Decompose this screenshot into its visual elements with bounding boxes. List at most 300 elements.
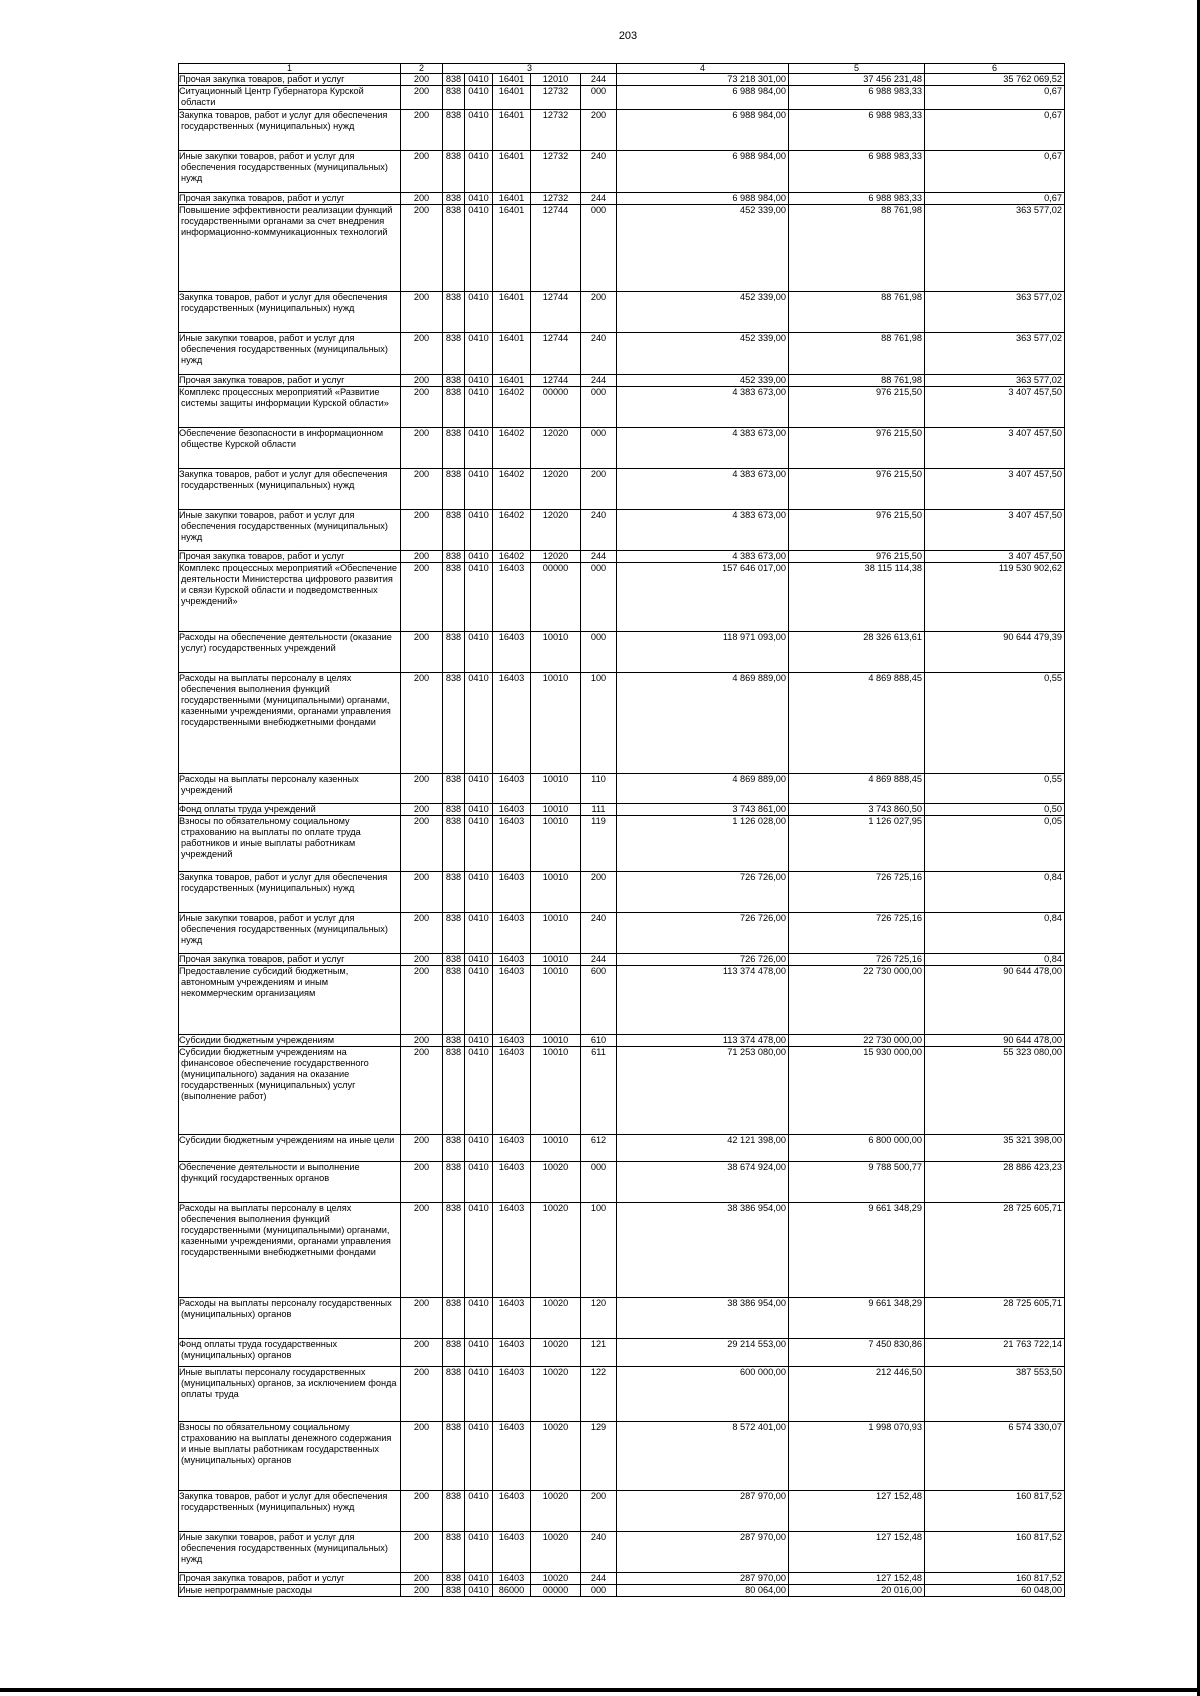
row-code-section-cell: 0410 — [465, 913, 493, 954]
row-value-5-cell: 7 450 830,86 — [789, 1339, 925, 1367]
row-value-5-cell: 6 800 000,00 — [789, 1135, 925, 1162]
row-name-cell: Иные закупки товаров, работ и услуг для обеспечения государственных (муниципальных) нужд — [179, 1532, 401, 1573]
row-name-cell: Субсидии бюджетным учреждениям на иные цели — [179, 1135, 401, 1162]
row-code-program-cell: 16403 — [493, 816, 531, 872]
row-value-5-cell: 976 215,50 — [789, 428, 925, 469]
row-value-4-cell: 6 988 984,00 — [617, 151, 789, 193]
row-code-type-cell: 111 — [581, 804, 617, 816]
row-value-6-cell: 363 577,02 — [925, 375, 1065, 387]
row-code-program-cell: 16402 — [493, 387, 531, 428]
row-code-chapter-cell: 838 — [443, 86, 465, 110]
row-code-section-cell: 0410 — [465, 1135, 493, 1162]
table-row — [179, 673, 1065, 774]
row-code-type-cell: 120 — [581, 1298, 617, 1339]
row-name-cell: Прочая закупка товаров, работ и услуг — [179, 375, 401, 387]
row-code-chapter-cell: 838 — [443, 469, 465, 510]
row-code-program-cell: 16403 — [493, 913, 531, 954]
row-code-direction-cell: 10010 — [531, 632, 581, 673]
row-value-6-cell: 90 644 479,39 — [925, 632, 1065, 673]
row-name-cell: Ситуационный Центр Губернатора Курской области — [179, 86, 401, 110]
row-value-5-cell: 4 869 888,45 — [789, 673, 925, 774]
row-code-chapter-cell: 838 — [443, 151, 465, 193]
table-row — [179, 913, 1065, 954]
row-code-chapter-cell: 838 — [443, 966, 465, 1035]
row-value-4-cell: 6 988 984,00 — [617, 86, 789, 110]
row-code-direction-cell: 10010 — [531, 872, 581, 913]
row-code-direction-cell: 10020 — [531, 1573, 581, 1585]
row-code-type-cell: 200 — [581, 872, 617, 913]
row-name-cell: Закупка товаров, работ и услуг для обеспечения государственных (муниципальных) нужд — [179, 872, 401, 913]
row-value-6-cell: 3 407 457,50 — [925, 387, 1065, 428]
row-code-direction-cell: 12732 — [531, 193, 581, 205]
row-value-6-cell: 363 577,02 — [925, 333, 1065, 375]
table-row — [179, 1532, 1065, 1573]
row-name-cell: Обеспечение безопасности в информационном обществе Курской области — [179, 428, 401, 469]
row-value-4-cell: 287 970,00 — [617, 1532, 789, 1573]
row-code-direction-cell: 10010 — [531, 816, 581, 872]
row-name-cell: Взносы по обязательному социальному страхованию на выплаты по оплате труда работников и иные выплаты работникам учреждений — [179, 816, 401, 872]
row-code-section-cell: 0410 — [465, 1532, 493, 1573]
row-code-type-cell: 244 — [581, 193, 617, 205]
table-row — [179, 205, 1065, 292]
row-code-type-cell: 119 — [581, 816, 617, 872]
table-body — [179, 74, 1065, 1597]
budget-table-container — [178, 63, 1063, 1597]
row-value-6-cell: 0,67 — [925, 86, 1065, 110]
table-row — [179, 193, 1065, 205]
row-value-5-cell: 4 869 888,45 — [789, 774, 925, 804]
row-code-chapter-cell: 838 — [443, 74, 465, 86]
row-value-4-cell: 452 339,00 — [617, 375, 789, 387]
row-value-4-cell: 118 971 093,00 — [617, 632, 789, 673]
row-code-direction-cell: 12020 — [531, 428, 581, 469]
row-code-type-cell: 200 — [581, 469, 617, 510]
table-row — [179, 86, 1065, 110]
row-code-direction-cell: 10010 — [531, 913, 581, 954]
row-name-cell: Комплекс процессных мероприятий «Обеспечение деятельности Министерства цифрового развития и связи Курской области и подведомственных учреждений» — [179, 563, 401, 632]
row-code-type-cell: 610 — [581, 1035, 617, 1047]
row-code-chapter-cell: 838 — [443, 193, 465, 205]
table-row — [179, 1035, 1065, 1047]
row-code-2-cell: 200 — [401, 1585, 443, 1597]
row-value-4-cell: 8 572 401,00 — [617, 1422, 789, 1491]
row-code-program-cell: 16403 — [493, 872, 531, 913]
row-code-section-cell: 0410 — [465, 1491, 493, 1532]
table-row — [179, 1491, 1065, 1532]
row-name-cell: Иные закупки товаров, работ и услуг для обеспечения государственных (муниципальных) нужд — [179, 151, 401, 193]
row-code-program-cell: 16403 — [493, 673, 531, 774]
scan-border-bottom — [0, 1688, 1200, 1692]
row-code-program-cell: 16401 — [493, 205, 531, 292]
row-code-program-cell: 16403 — [493, 774, 531, 804]
table-row — [179, 375, 1065, 387]
table-row — [179, 966, 1065, 1035]
row-name-cell: Взносы по обязательному социальному страхованию на выплаты денежного содержания и иные выплаты работникам государственных (муниципальных) органов — [179, 1422, 401, 1491]
row-code-chapter-cell: 838 — [443, 1422, 465, 1491]
row-code-section-cell: 0410 — [465, 1047, 493, 1135]
header-col-6: 6 — [925, 64, 1065, 74]
row-value-6-cell: 0,84 — [925, 872, 1065, 913]
row-name-cell: Закупка товаров, работ и услуг для обеспечения государственных (муниципальных) нужд — [179, 1491, 401, 1532]
row-value-5-cell: 976 215,50 — [789, 510, 925, 551]
row-code-direction-cell: 10010 — [531, 673, 581, 774]
table-row — [179, 1203, 1065, 1298]
row-code-chapter-cell: 838 — [443, 110, 465, 151]
row-code-program-cell: 16403 — [493, 1047, 531, 1135]
row-value-5-cell: 212 446,50 — [789, 1367, 925, 1422]
row-code-section-cell: 0410 — [465, 673, 493, 774]
row-code-program-cell: 16403 — [493, 1532, 531, 1573]
row-code-chapter-cell: 838 — [443, 804, 465, 816]
row-code-program-cell: 16403 — [493, 1491, 531, 1532]
row-code-2-cell: 200 — [401, 1298, 443, 1339]
row-value-6-cell: 28 886 423,23 — [925, 1162, 1065, 1203]
row-value-6-cell: 387 553,50 — [925, 1367, 1065, 1422]
row-value-5-cell: 9 788 500,77 — [789, 1162, 925, 1203]
row-code-direction-cell: 00000 — [531, 1585, 581, 1597]
row-name-cell: Повышение эффективности реализации функций государственными органами за счет внедрения информационно-коммуникационных технологий — [179, 205, 401, 292]
budget-table — [178, 63, 1065, 1597]
row-code-section-cell: 0410 — [465, 551, 493, 563]
row-code-type-cell: 000 — [581, 1585, 617, 1597]
row-code-type-cell: 244 — [581, 551, 617, 563]
row-value-5-cell: 22 730 000,00 — [789, 1035, 925, 1047]
row-name-cell: Комплекс процессных мероприятий «Развитие системы защиты информации Курской области» — [179, 387, 401, 428]
row-code-2-cell: 200 — [401, 1047, 443, 1135]
row-code-chapter-cell: 838 — [443, 1035, 465, 1047]
row-code-program-cell: 16402 — [493, 510, 531, 551]
row-value-6-cell: 60 048,00 — [925, 1585, 1065, 1597]
row-name-cell: Расходы на обеспечение деятельности (оказание услуг) государственных учреждений — [179, 632, 401, 673]
row-name-cell: Фонд оплаты труда государственных (муниципальных) органов — [179, 1339, 401, 1367]
row-code-direction-cell: 00000 — [531, 563, 581, 632]
row-value-5-cell: 976 215,50 — [789, 469, 925, 510]
row-code-section-cell: 0410 — [465, 110, 493, 151]
row-value-6-cell: 119 530 902,62 — [925, 563, 1065, 632]
row-code-chapter-cell: 838 — [443, 1203, 465, 1298]
row-name-cell: Расходы на выплаты персоналу казенных учреждений — [179, 774, 401, 804]
row-code-program-cell: 16403 — [493, 1339, 531, 1367]
row-code-program-cell: 16403 — [493, 1135, 531, 1162]
row-code-program-cell: 16401 — [493, 193, 531, 205]
row-name-cell: Иные закупки товаров, работ и услуг для обеспечения государственных (муниципальных) нужд — [179, 333, 401, 375]
row-code-section-cell: 0410 — [465, 1339, 493, 1367]
row-value-6-cell: 0,84 — [925, 913, 1065, 954]
row-code-type-cell: 240 — [581, 333, 617, 375]
row-value-4-cell: 452 339,00 — [617, 292, 789, 333]
row-code-direction-cell: 12020 — [531, 469, 581, 510]
row-value-4-cell: 4 383 673,00 — [617, 428, 789, 469]
table-row — [179, 872, 1065, 913]
row-code-type-cell: 240 — [581, 510, 617, 551]
row-value-6-cell: 0,67 — [925, 193, 1065, 205]
row-code-program-cell: 16401 — [493, 74, 531, 86]
row-value-5-cell: 6 988 983,33 — [789, 110, 925, 151]
row-code-chapter-cell: 838 — [443, 1298, 465, 1339]
row-code-2-cell: 200 — [401, 375, 443, 387]
row-value-6-cell: 28 725 605,71 — [925, 1203, 1065, 1298]
row-code-direction-cell: 12744 — [531, 205, 581, 292]
row-code-chapter-cell: 838 — [443, 1047, 465, 1135]
row-value-6-cell: 3 407 457,50 — [925, 469, 1065, 510]
table-row — [179, 632, 1065, 673]
row-code-direction-cell: 10010 — [531, 1035, 581, 1047]
row-code-program-cell: 16403 — [493, 1422, 531, 1491]
row-code-program-cell: 16401 — [493, 292, 531, 333]
row-code-chapter-cell: 838 — [443, 1135, 465, 1162]
row-code-2-cell: 200 — [401, 86, 443, 110]
row-value-5-cell: 6 988 983,33 — [789, 193, 925, 205]
row-code-program-cell: 16401 — [493, 110, 531, 151]
row-value-6-cell: 21 763 722,14 — [925, 1339, 1065, 1367]
row-value-5-cell: 15 930 000,00 — [789, 1047, 925, 1135]
row-code-section-cell: 0410 — [465, 872, 493, 913]
row-code-direction-cell: 00000 — [531, 387, 581, 428]
page-number: 203 — [618, 30, 638, 42]
row-code-type-cell: 612 — [581, 1135, 617, 1162]
row-value-6-cell: 0,50 — [925, 804, 1065, 816]
table-row — [179, 387, 1065, 428]
row-value-5-cell: 88 761,98 — [789, 375, 925, 387]
row-value-4-cell: 6 988 984,00 — [617, 110, 789, 151]
header-col-2: 2 — [401, 64, 443, 74]
row-code-direction-cell: 12744 — [531, 375, 581, 387]
table-row — [179, 563, 1065, 632]
row-value-6-cell: 3 407 457,50 — [925, 428, 1065, 469]
row-value-6-cell: 6 574 330,07 — [925, 1422, 1065, 1491]
table-row — [179, 469, 1065, 510]
row-value-4-cell: 4 383 673,00 — [617, 551, 789, 563]
row-code-2-cell: 200 — [401, 774, 443, 804]
table-row — [179, 816, 1065, 872]
row-code-type-cell: 100 — [581, 1203, 617, 1298]
row-code-program-cell: 16401 — [493, 375, 531, 387]
row-value-4-cell: 38 674 924,00 — [617, 1162, 789, 1203]
row-code-type-cell: 129 — [581, 1422, 617, 1491]
row-value-5-cell: 88 761,98 — [789, 292, 925, 333]
table-row — [179, 1585, 1065, 1597]
row-code-2-cell: 200 — [401, 872, 443, 913]
row-code-program-cell: 16403 — [493, 954, 531, 966]
row-name-cell: Расходы на выплаты персоналу в целях обеспечения выполнения функций государственными (муниципальными) органами, казенными учреждениями, органами управления государственными внебюджетными фондами — [179, 673, 401, 774]
row-code-2-cell: 200 — [401, 632, 443, 673]
row-code-chapter-cell: 838 — [443, 1573, 465, 1585]
row-name-cell: Предоставление субсидий бюджетным, автономным учреждениям и иным некоммерческим организациям — [179, 966, 401, 1035]
row-value-6-cell: 160 817,52 — [925, 1573, 1065, 1585]
row-code-direction-cell: 12732 — [531, 151, 581, 193]
row-value-6-cell: 90 644 478,00 — [925, 1035, 1065, 1047]
row-value-5-cell: 127 152,48 — [789, 1491, 925, 1532]
row-code-type-cell: 240 — [581, 1532, 617, 1573]
row-value-4-cell: 726 726,00 — [617, 913, 789, 954]
row-code-type-cell: 000 — [581, 428, 617, 469]
row-code-chapter-cell: 838 — [443, 816, 465, 872]
row-value-4-cell: 71 253 080,00 — [617, 1047, 789, 1135]
row-value-5-cell: 127 152,48 — [789, 1573, 925, 1585]
table-row — [179, 1298, 1065, 1339]
row-value-5-cell: 38 115 114,38 — [789, 563, 925, 632]
row-code-2-cell: 200 — [401, 1203, 443, 1298]
row-value-6-cell: 55 323 080,00 — [925, 1047, 1065, 1135]
row-code-type-cell: 244 — [581, 74, 617, 86]
row-value-6-cell: 28 725 605,71 — [925, 1298, 1065, 1339]
row-code-2-cell: 200 — [401, 428, 443, 469]
row-code-direction-cell: 10020 — [531, 1203, 581, 1298]
row-name-cell: Иные выплаты персоналу государственных (муниципальных) органов, за исключением фонда оплаты труда — [179, 1367, 401, 1422]
row-code-program-cell: 16403 — [493, 1162, 531, 1203]
row-value-6-cell: 3 407 457,50 — [925, 510, 1065, 551]
row-value-5-cell: 726 725,16 — [789, 954, 925, 966]
row-code-direction-cell: 12020 — [531, 551, 581, 563]
row-code-program-cell: 16403 — [493, 1367, 531, 1422]
row-value-4-cell: 287 970,00 — [617, 1573, 789, 1585]
row-value-4-cell: 452 339,00 — [617, 205, 789, 292]
row-code-program-cell: 16401 — [493, 86, 531, 110]
row-code-section-cell: 0410 — [465, 469, 493, 510]
row-value-6-cell: 35 762 069,52 — [925, 74, 1065, 86]
row-code-direction-cell: 12732 — [531, 110, 581, 151]
row-value-6-cell: 363 577,02 — [925, 205, 1065, 292]
row-value-6-cell: 0,05 — [925, 816, 1065, 872]
row-code-direction-cell: 10020 — [531, 1532, 581, 1573]
row-code-type-cell: 244 — [581, 954, 617, 966]
row-code-2-cell: 200 — [401, 1135, 443, 1162]
row-code-direction-cell: 10010 — [531, 804, 581, 816]
row-value-4-cell: 726 726,00 — [617, 954, 789, 966]
row-value-5-cell: 28 326 613,61 — [789, 632, 925, 673]
row-value-4-cell: 6 988 984,00 — [617, 193, 789, 205]
row-value-4-cell: 4 869 889,00 — [617, 774, 789, 804]
row-name-cell: Иные закупки товаров, работ и услуг для обеспечения государственных (муниципальных) нужд — [179, 913, 401, 954]
row-code-section-cell: 0410 — [465, 510, 493, 551]
row-code-type-cell: 244 — [581, 1573, 617, 1585]
row-code-2-cell: 200 — [401, 673, 443, 774]
row-code-direction-cell: 12732 — [531, 86, 581, 110]
row-value-5-cell: 20 016,00 — [789, 1585, 925, 1597]
row-code-chapter-cell: 838 — [443, 954, 465, 966]
row-code-chapter-cell: 838 — [443, 872, 465, 913]
row-name-cell: Прочая закупка товаров, работ и услуг — [179, 74, 401, 86]
row-value-6-cell: 35 321 398,00 — [925, 1135, 1065, 1162]
table-row — [179, 292, 1065, 333]
header-row — [179, 64, 1065, 74]
row-code-type-cell: 100 — [581, 673, 617, 774]
row-name-cell: Фонд оплаты труда учреждений — [179, 804, 401, 816]
row-code-chapter-cell: 838 — [443, 1532, 465, 1573]
row-code-type-cell: 000 — [581, 387, 617, 428]
row-code-type-cell: 122 — [581, 1367, 617, 1422]
row-code-section-cell: 0410 — [465, 1203, 493, 1298]
row-code-2-cell: 200 — [401, 816, 443, 872]
table-row — [179, 1135, 1065, 1162]
row-name-cell: Обеспечение деятельности и выполнение функций государственных органов — [179, 1162, 401, 1203]
row-code-type-cell: 000 — [581, 86, 617, 110]
row-value-5-cell: 6 988 983,33 — [789, 151, 925, 193]
table-row — [179, 428, 1065, 469]
row-code-2-cell: 200 — [401, 551, 443, 563]
row-code-section-cell: 0410 — [465, 1422, 493, 1491]
row-code-2-cell: 200 — [401, 205, 443, 292]
row-code-type-cell: 000 — [581, 632, 617, 673]
row-code-direction-cell: 10020 — [531, 1162, 581, 1203]
row-code-direction-cell: 12020 — [531, 510, 581, 551]
row-name-cell: Расходы на выплаты персоналу в целях обеспечения выполнения функций государственными (муниципальными) органами, казенными учреждениями, органами управления государственными внебюджетными фондами — [179, 1203, 401, 1298]
row-value-5-cell: 976 215,50 — [789, 551, 925, 563]
row-code-program-cell: 16403 — [493, 1298, 531, 1339]
row-code-section-cell: 0410 — [465, 387, 493, 428]
row-value-6-cell: 0,55 — [925, 673, 1065, 774]
row-value-4-cell: 80 064,00 — [617, 1585, 789, 1597]
row-code-2-cell: 200 — [401, 333, 443, 375]
row-code-section-cell: 0410 — [465, 375, 493, 387]
row-code-chapter-cell: 838 — [443, 913, 465, 954]
row-code-type-cell: 611 — [581, 1047, 617, 1135]
table-row — [179, 151, 1065, 193]
header-col-5: 5 — [789, 64, 925, 74]
row-code-section-cell: 0410 — [465, 74, 493, 86]
row-code-direction-cell: 12744 — [531, 333, 581, 375]
row-code-direction-cell: 10010 — [531, 954, 581, 966]
row-code-type-cell: 244 — [581, 375, 617, 387]
row-code-section-cell: 0410 — [465, 804, 493, 816]
row-code-direction-cell: 10010 — [531, 966, 581, 1035]
row-code-chapter-cell: 838 — [443, 1162, 465, 1203]
row-code-section-cell: 0410 — [465, 954, 493, 966]
row-code-2-cell: 200 — [401, 193, 443, 205]
row-value-4-cell: 4 383 673,00 — [617, 469, 789, 510]
table-row — [179, 333, 1065, 375]
table-row — [179, 1047, 1065, 1135]
row-value-4-cell: 38 386 954,00 — [617, 1298, 789, 1339]
row-code-program-cell: 16401 — [493, 333, 531, 375]
row-code-section-cell: 0410 — [465, 1035, 493, 1047]
row-code-chapter-cell: 838 — [443, 1339, 465, 1367]
header-col-1: 1 — [179, 64, 401, 74]
row-code-section-cell: 0410 — [465, 966, 493, 1035]
row-value-4-cell: 113 374 478,00 — [617, 1035, 789, 1047]
row-code-type-cell: 200 — [581, 292, 617, 333]
row-code-2-cell: 200 — [401, 1491, 443, 1532]
row-value-5-cell: 9 661 348,29 — [789, 1298, 925, 1339]
row-code-direction-cell: 10010 — [531, 1135, 581, 1162]
row-name-cell: Закупка товаров, работ и услуг для обеспечения государственных (муниципальных) нужд — [179, 469, 401, 510]
row-code-chapter-cell: 838 — [443, 375, 465, 387]
row-code-section-cell: 0410 — [465, 292, 493, 333]
row-code-direction-cell: 12744 — [531, 292, 581, 333]
row-code-section-cell: 0410 — [465, 1162, 493, 1203]
row-value-6-cell: 0,67 — [925, 151, 1065, 193]
row-value-5-cell: 22 730 000,00 — [789, 966, 925, 1035]
row-name-cell: Прочая закупка товаров, работ и услуг — [179, 193, 401, 205]
row-value-6-cell: 3 407 457,50 — [925, 551, 1065, 563]
row-code-2-cell: 200 — [401, 1422, 443, 1491]
row-code-chapter-cell: 838 — [443, 205, 465, 292]
row-code-2-cell: 200 — [401, 1367, 443, 1422]
row-code-program-cell: 16403 — [493, 632, 531, 673]
row-code-program-cell: 16402 — [493, 469, 531, 510]
row-code-2-cell: 200 — [401, 74, 443, 86]
row-code-chapter-cell: 838 — [443, 292, 465, 333]
row-value-6-cell: 160 817,52 — [925, 1491, 1065, 1532]
row-code-chapter-cell: 838 — [443, 774, 465, 804]
row-code-program-cell: 16401 — [493, 151, 531, 193]
row-code-chapter-cell: 838 — [443, 551, 465, 563]
row-value-4-cell: 726 726,00 — [617, 872, 789, 913]
row-name-cell: Иные закупки товаров, работ и услуг для обеспечения государственных (муниципальных) нужд — [179, 510, 401, 551]
row-code-section-cell: 0410 — [465, 428, 493, 469]
row-code-direction-cell: 10020 — [531, 1491, 581, 1532]
row-code-chapter-cell: 838 — [443, 673, 465, 774]
